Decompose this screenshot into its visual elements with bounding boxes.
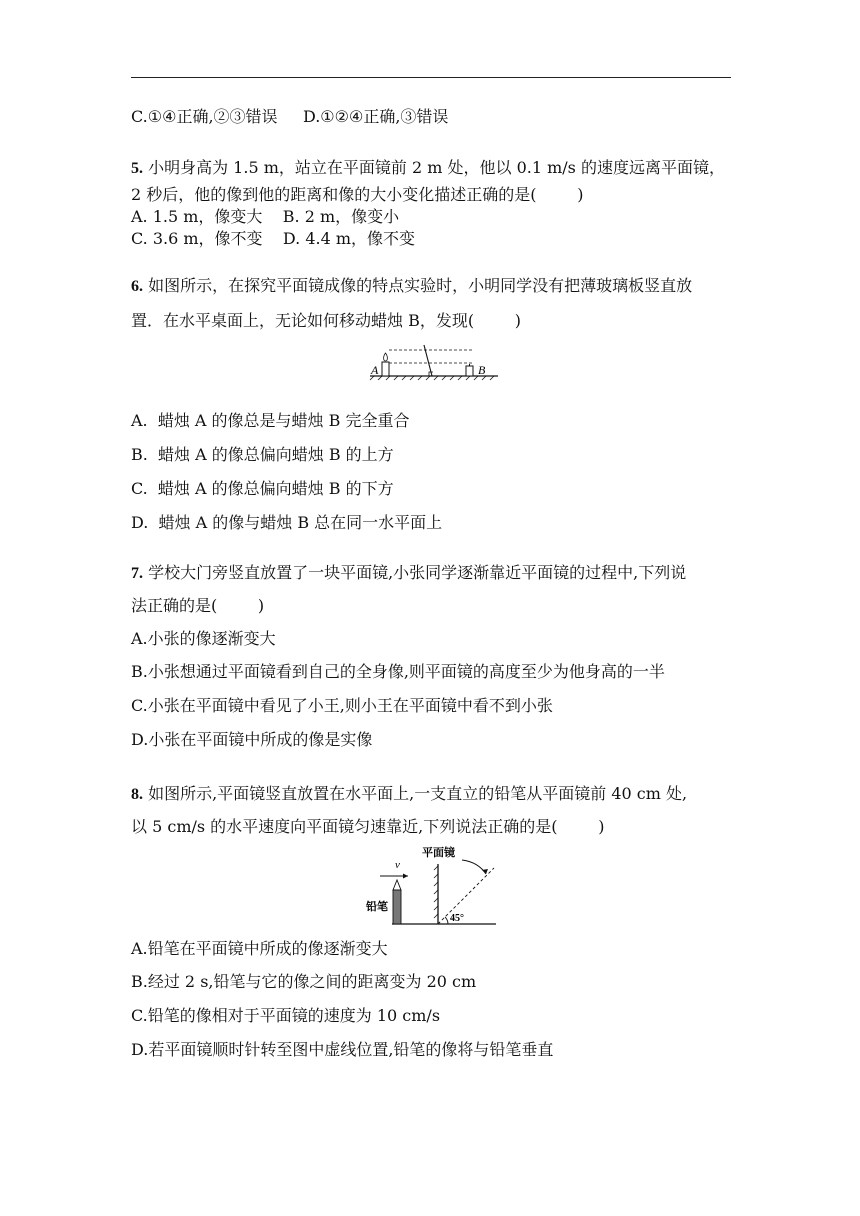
q8-option-b: B.经过 2 s,铅笔与它的像之间的距离变为 20 cm [131,972,477,991]
q8-stem-line2: 以 5 cm/s 的水平速度向平面镜匀速靠近,下列说法正确的是( ) [131,817,605,836]
q7-stem-line2: 法正确的是( ) [131,596,265,615]
mirror-label: 平面镜 [422,846,455,859]
q8-option-c: C.铅笔的像相对于平面镜的速度为 10 cm/s [131,1006,441,1025]
candle-experiment-figure [368,342,500,388]
q5-stem-line1 [131,158,725,179]
pencil-label: 铅笔 [366,900,388,913]
header-rule [131,77,731,78]
angle-label: 45° [450,913,464,924]
q6-option-b: B. 蜡烛 A 的像总偏向蜡烛 B 的上方 [131,445,394,464]
q6-option-a: A. 蜡烛 A 的像总是与蜡烛 B 完全重合 [131,411,410,430]
q6-option-c: C. 蜡烛 A 的像总偏向蜡烛 B 的下方 [131,479,394,498]
table-hatching [370,376,494,380]
q6-stem-line2: 置．在水平桌面上，无论如何移动蜡烛 B，发现( ) [131,311,522,330]
q4-options-cd: C.①④正确,②③错误 D.①②④正确,③错误 [131,107,449,126]
q6-stem-line1 [131,276,692,297]
q5-number: 5. [131,160,143,177]
candle-a [382,362,389,376]
q7-option-c: C.小张在平面镜中看见了小王,则小王在平面镜中看不到小张 [131,696,553,715]
q7-stem-text: 学校大门旁竖直放置了一块平面镜,小张同学逐渐靠近平面镜的过程中,下列说 [143,563,687,582]
q5-options-cd: C. 3.6 m，像不变 D. 4.4 m，像不变 [131,229,416,248]
q5-options-ab: A. 1.5 m，像变大 B. 2 m，像变小 [131,207,400,226]
q7-number: 7. [131,565,143,582]
q7-option-a: A.小张的像逐渐变大 [131,629,276,648]
q8-number: 8. [131,786,143,803]
label-a: A [371,363,379,377]
label-b: B [478,363,486,377]
velocity-label: v [395,859,400,871]
rotation-arrow [462,860,486,874]
q7-option-d: D.小张在平面镜中所成的像是实像 [131,730,373,749]
pencil-mirror-figure [364,842,498,930]
q5-stem-line2: 2 秒后，他的像到他的距离和像的大小变化描述正确的是( ) [131,185,584,204]
candle-a-flame [384,353,388,361]
q8-option-d: D.若平面镜顺时针转至图中虚线位置,铅笔的像将与铅笔垂直 [131,1040,554,1059]
q5-stem-text: 小明身高为 1.5 m，站立在平面镜前 2 m 处，他以 0.1 m/s 的速度远离平面镜， [143,158,725,177]
q8-stem-text: 如图所示,平面镜竖直放置在水平面上,一支直立的铅笔从平面镜前 40 cm 处, [143,784,688,803]
q6-stem-text: 如图所示，在探究平面镜成像的特点实验时，小明同学没有把薄玻璃板竖直放 [143,276,693,295]
pencil [393,890,401,924]
q8-option-a: A.铅笔在平面镜中所成的像逐渐变大 [131,939,388,958]
q6-option-d: D. 蜡烛 A 的像与蜡烛 B 总在同一水平面上 [131,513,443,532]
pencil-tip [393,880,401,890]
q7-stem-line1 [131,563,686,584]
q8-stem-line1 [131,784,687,805]
q7-option-b: B.小张想通过平面镜看到自己的全身像,则平面镜的高度至少为他身高的一半 [131,662,665,681]
candle-b [466,366,473,376]
rotated-mirror-dashed [438,868,494,924]
angle-arc [445,917,448,924]
q6-number: 6. [131,278,143,295]
